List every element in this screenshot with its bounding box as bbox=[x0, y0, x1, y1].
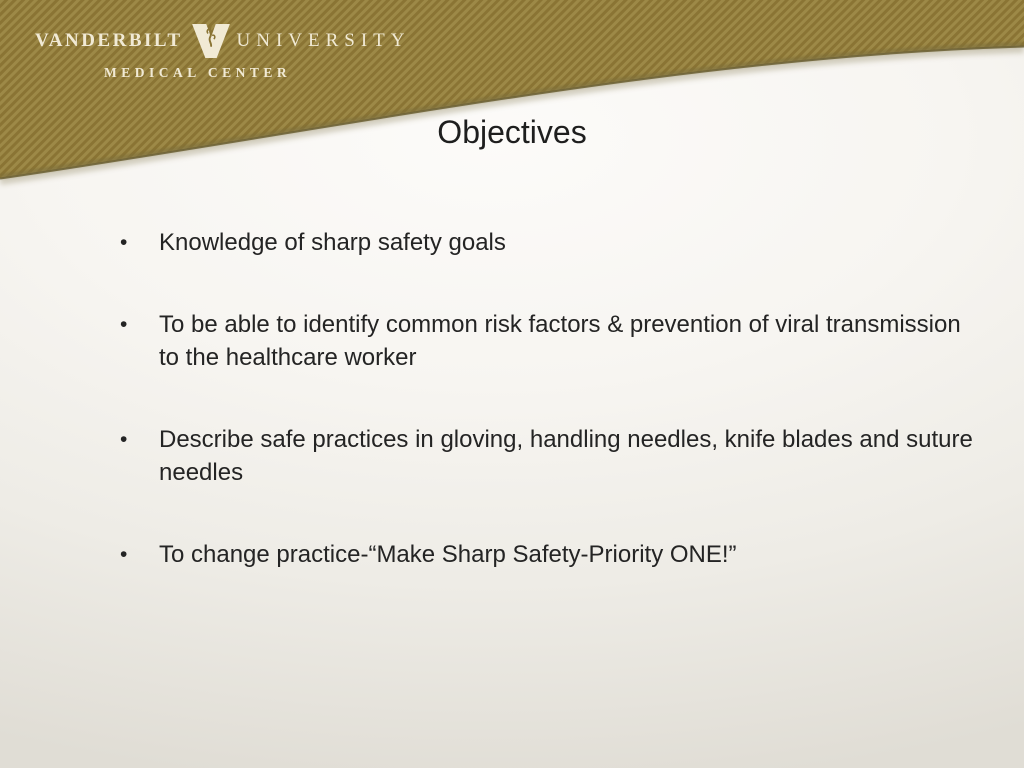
logo-wordmark-university: UNIVERSITY bbox=[236, 30, 411, 51]
bullet-text: Describe safe practices in gloving, handling needles, knife blades and suture needles bbox=[159, 426, 973, 486]
logo-wordmark-vanderbilt: VANDERBILT bbox=[35, 30, 183, 51]
slide-title: Objectives bbox=[437, 114, 587, 150]
vanderbilt-v-oak-leaf-icon bbox=[192, 24, 230, 58]
bullet-icon: • bbox=[120, 543, 128, 566]
logo-row-primary bbox=[35, 24, 411, 58]
bullet-icon: • bbox=[120, 313, 128, 336]
bullet-item bbox=[0, 226, 1000, 259]
bullet-item bbox=[0, 308, 1000, 374]
bullet-text: To be able to identify common risk factors & prevention of viral transmission to the healthcare worker bbox=[159, 311, 961, 371]
logo-wordmark-medical-center: MEDICAL CENTER bbox=[104, 65, 292, 80]
bullet-item bbox=[0, 538, 1000, 571]
bullet-item bbox=[0, 423, 1000, 489]
bullet-icon: • bbox=[120, 428, 128, 451]
vanderbilt-logo bbox=[35, 24, 411, 81]
bullet-text: To change practice-“Make Sharp Safety-Priority ONE!” bbox=[159, 541, 737, 568]
bullet-list bbox=[0, 226, 1000, 620]
bullet-icon: • bbox=[120, 231, 128, 254]
bullet-text: Knowledge of sharp safety goals bbox=[159, 229, 506, 256]
